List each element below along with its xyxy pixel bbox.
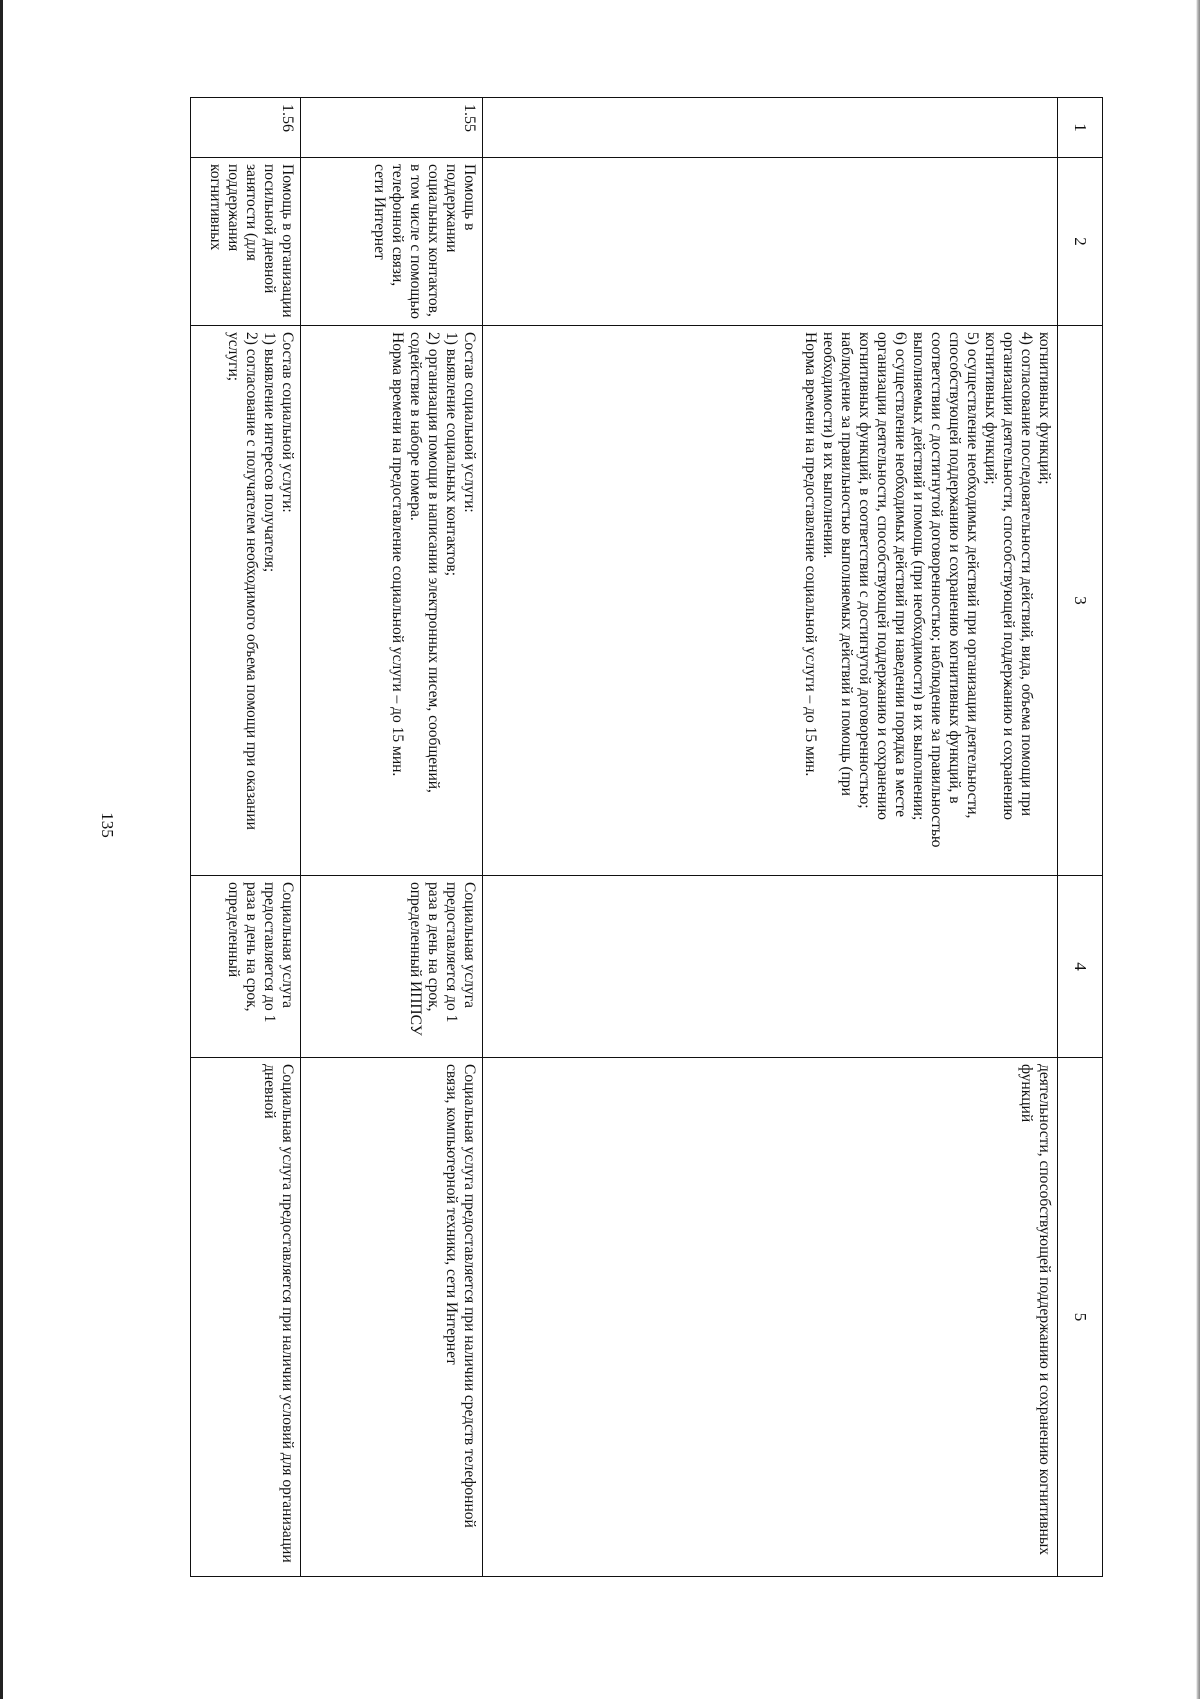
content-line: Норма времени на предоставление социальной услуги – до 15 мин. <box>802 332 820 777</box>
scan-edge-right <box>1196 0 1200 1699</box>
service-content-cell <box>483 326 1058 876</box>
page-number <box>98 812 117 838</box>
header-cell-5: 5 <box>1058 1058 1103 1577</box>
content-line: 2) согласование с получателем необходимого объема помощи при оказании услуги; <box>225 332 261 830</box>
header-cell-3: 3 <box>1058 326 1103 876</box>
content-line: 1) выявление социальных контактов; <box>443 332 461 576</box>
service-content-cell <box>191 326 301 876</box>
conditions-cell <box>191 1058 301 1577</box>
conditions-line: Социальная услуга предоставляется при наличии условий для организации дневной <box>261 1064 296 1563</box>
table-header-row <box>1058 98 1103 1577</box>
content-line: 6) осуществление необходимых действий при наведении порядка в месте организации деятельности, способствующей поддержанию и сохранению когнитивных функций, в соответствии с достигнутой договоренностью; наблюдение за правильностью выполняемых действий и помощь (при необходимости) в их выполнении. <box>820 332 910 820</box>
conditions-line: Социальная услуга предоставляется при наличии средств телефонной связи, компьютерной техники, сети Интернет <box>443 1064 478 1528</box>
service-name-cell <box>191 158 301 326</box>
table-row <box>191 98 301 1577</box>
header-cell-1: 1 <box>1058 98 1103 158</box>
service-name-cell <box>301 158 483 326</box>
header-cell-4: 4 <box>1058 876 1103 1058</box>
service-name-line: Помощь в поддержании социальных контактов, в том числе с помощью телефонной связи, сети Интернет <box>371 164 478 320</box>
header-cell-2: 2 <box>1058 158 1103 326</box>
frequency-line: Социальная услуга предоставляется до 1 раза в день на срок, определенный <box>225 882 296 1023</box>
services-table <box>190 97 1103 1577</box>
content-line: Норма времени на предоставление социальной услуги – до 15 мин. <box>389 332 407 777</box>
content-line: когнитивных функций; <box>1036 332 1053 485</box>
services-table-rotated <box>193 97 1103 1576</box>
conditions-line: деятельности, способствующей поддержанию и сохранению когнитивных функций <box>1018 1064 1053 1555</box>
scan-edge-left <box>0 0 3 1699</box>
row-number-cell: 1.56 <box>191 98 301 158</box>
content-line: 2) организация помощи в написании электронных писем, сообщений, содействие в наборе номера. <box>407 332 443 793</box>
conditions-cell <box>483 1058 1058 1577</box>
service-name-cell <box>483 158 1058 326</box>
frequency-cell <box>301 876 483 1058</box>
row-number-cell <box>483 98 1058 158</box>
service-name-line: Помощь в организации посильной дневной занятости (для поддержания когнитивных <box>207 164 296 318</box>
frequency-line: Социальная услуга предоставляется до 1 раза в день на срок, определенный ИППСУ <box>407 882 478 1036</box>
table-row <box>301 98 483 1577</box>
content-line: 1) выявление интересов получателя; <box>261 332 279 573</box>
services-table-wrapper <box>193 97 1103 1576</box>
frequency-cell <box>191 876 301 1058</box>
content-line: 5) осуществление необходимых действий при организации деятельности, способствующей поддержанию и сохранению когнитивных функций, в соответствии с достигнутой договоренностью; наблюдение за правильностью выполняемых действий и помощь (при необходимости) в их выполнении; <box>910 332 982 848</box>
conditions-cell <box>301 1058 483 1577</box>
table-row <box>483 98 1058 1577</box>
content-line: Состав социальной услуги: <box>279 332 296 513</box>
content-line: 4) согласование последовательности действий, вида, объема помощи при организации деятельности, способствующей поддержанию и сохранению когнитивных функций; <box>982 332 1036 820</box>
frequency-cell <box>483 876 1058 1058</box>
row-number-cell: 1.55 <box>301 98 483 158</box>
page-number-text: 135 <box>98 812 117 838</box>
service-content-cell <box>301 326 483 876</box>
content-line: Состав социальной услуги: <box>461 332 478 513</box>
